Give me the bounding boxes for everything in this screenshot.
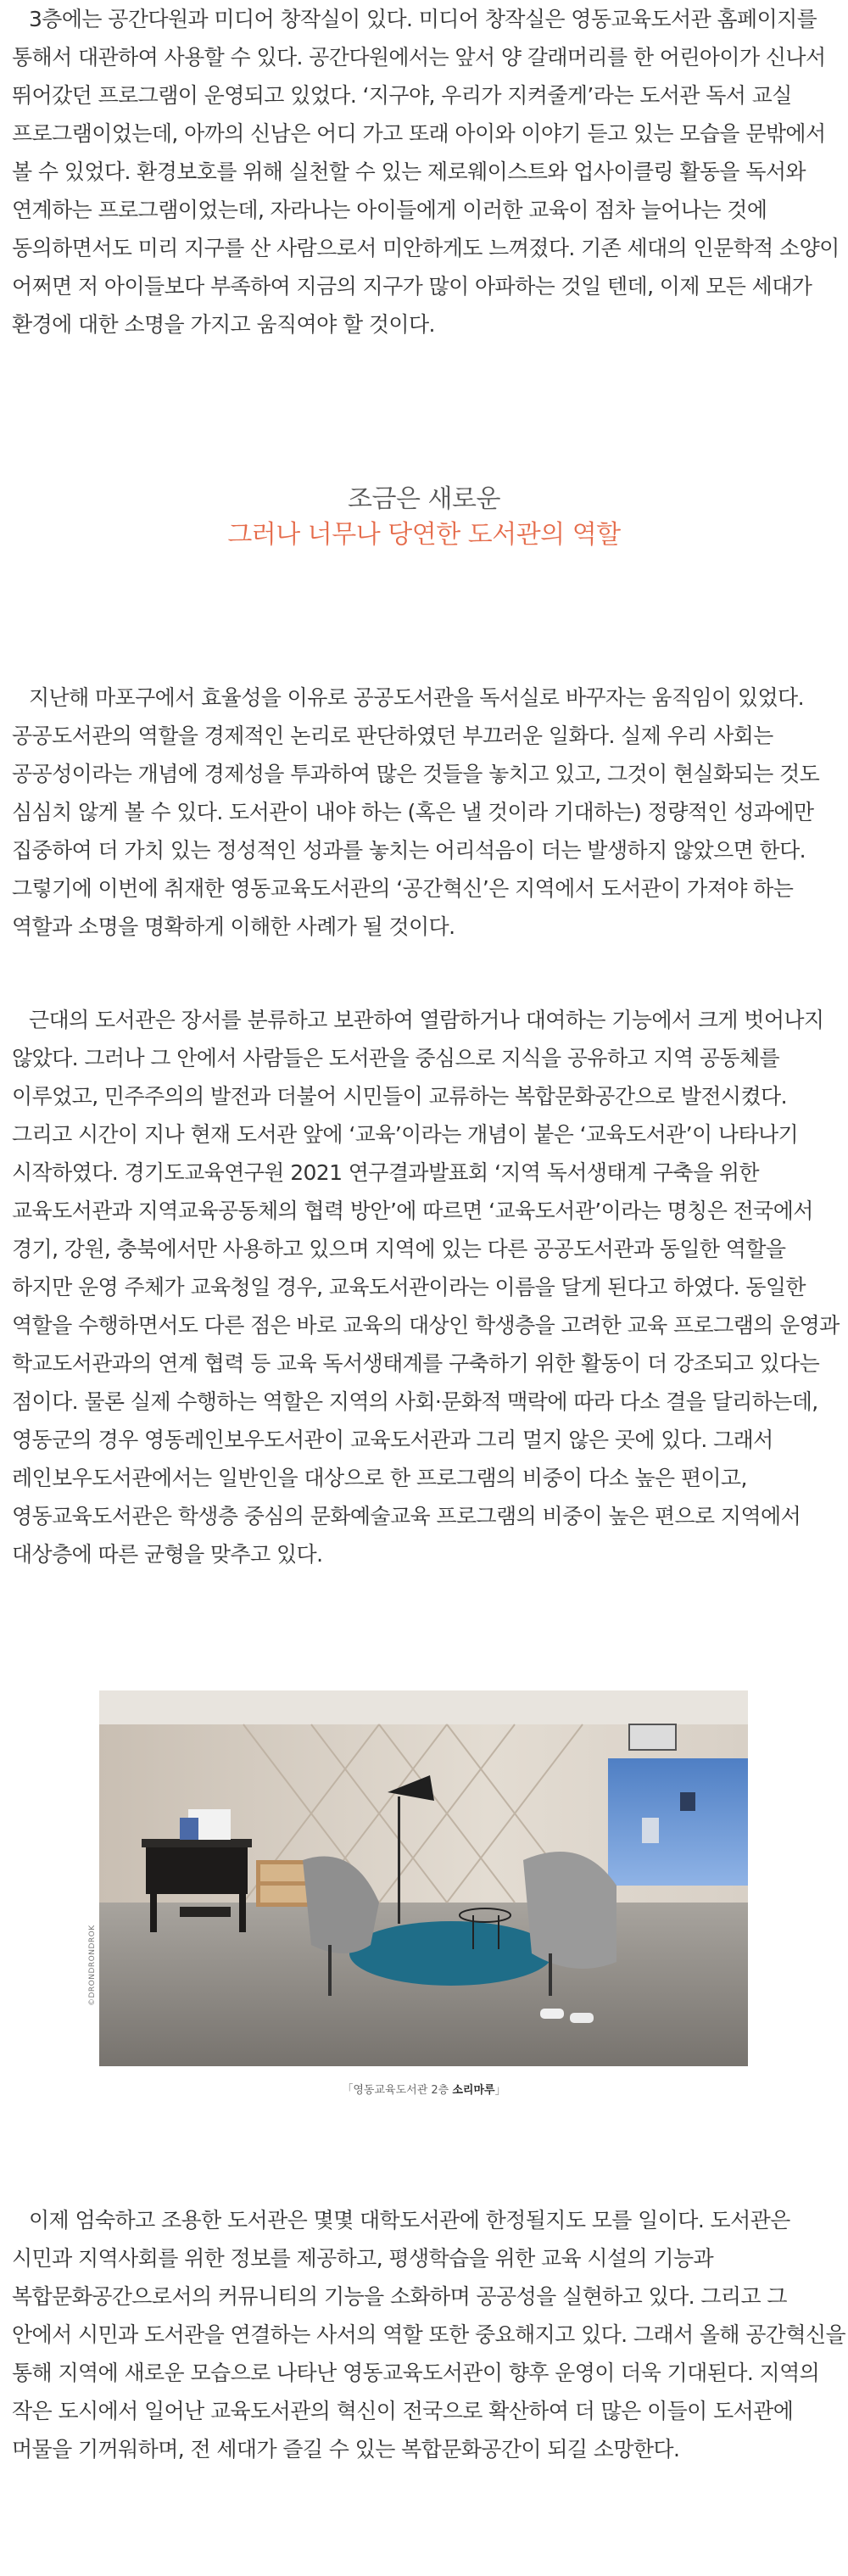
- body-paragraph-3: 근대의 도서관은 장서를 분류하고 보관하여 열람하거나 대여하는 기능에서 크게 벗어나지 않았다. 그러나 그 안에서 사람들은 도서관을 중심으로 지식을 공유하고 지역 공동체를 이루었고, 민주주의의 발전과 더불어 시민들이 교류하는 복합문화공간으로 발전시켰다. 그리고 시간이 지나 현재 도서관 앞에 ‘교육’이라는 개념이 붙은 ‘교육도서관’이 나타나기 시작하였다. 경기도교육연구원 2021 연구결과발표회 ‘지역 독서생태계 구축을 위한 교육도서관과 지역교육공동체의 협력 방안’에 따르면 ‘교육도서관’이라는 명칭은 전국에서 경기, 강원, 충북에서만 사용하고 있으며 지역에 있는 다른 공공도서관과 동일한 역할을 하지만 운영 주체가 교육청일 경우, 교육도서관이라는 이름을 달게 된다고 하였다. 동일한 역할을 수행하면서도 다른 점은 바로 교육의 대상인 학생층을 고려한 교육 프로그램의 운영과 학교도서관과의 연계 협력 등 교육 독서생태계를 구축하기 위한 활동이 더 강조되고 있다는 점이다. 물론 실제 수행하는 역할은 지역의 사회·문화적 맥락에 따라 다소 결을 달리하는데, 영동군의 경우 영동레인보우도서관이 교육도서관과 그리 멀지 않은 곳에 있다. 그래서 레인보우도서관에서는 일반인을 대상으로 한 프로그램의 비중이 다소 높은 편이고, 영동교육도서관은 학생층 중심의 문화예술교육 프로그램의 비중이 높은 편으로 지역에서 대상층에 따른 균형을 맞추고 있다.: [12, 1008, 840, 1567]
- body-paragraph-4: 이제 엄숙하고 조용한 도서관은 몇몇 대학도서관에 한정될지도 모를 일이다. 도서관은 시민과 지역사회를 위한 정보를 제공하고, 평생학습을 위한 교육 시설의 기능과 복합문화공간으로서의 커뮤니티의 기능을 소화하며 공공성을 실현하고 있다. 그리고 그 안에서 시민과 도서관을 연결하는 사서의 역할 또한 중요해지고 있다. 그래서 올해 공간혁신을 통해 지역에 새로운 모습으로 나타난 영동교육도서관이 향후 운영이 더욱 기대된다. 지역의 작은 도시에서 일어난 교육도서관의 혁신이 전국으로 확산하여 더 많은 이들이 도서관에 머물을 기꺼워하며, 전 세대가 즐길 수 있는 복합문화공간이 되길 소망한다.: [12, 2208, 846, 2461]
- caption-suffix: 」: [494, 2084, 506, 2097]
- library-room-photo: [99, 1690, 748, 2066]
- section-heading-sub: 조금은 새로운: [348, 484, 500, 514]
- caption-prefix: 「영동교육도서관 2층: [342, 2084, 453, 2097]
- caption-bold: 소리마루: [452, 2084, 495, 2097]
- body-paragraph-2: 지난해 마포구에서 효율성을 이유로 공공도서관을 독서실로 바꾸자는 움직임이 있었다. 공공도서관의 역할을 경제적인 논리로 판단하였던 부끄러운 일화다. 실제 우리 사회는 공공성이라는 개념에 경제성을 투과하여 많은 것들을 놓치고 있고, 그것이 현실화되는 것도 심심치 않게 볼 수 있다. 도서관이 내야 하는 (혹은 낼 것이라 기대하는) 정량적인 성과에만 집중하여 더 가치 있는 정성적인 성과를 놓치는 어리석음이 더는 발생하지 않았으면 한다. 그렇기에 이번에 취재한 영동교육도서관의 ‘공간혁신’은 지역에서 도서관이 가져야 하는 역할과 소명을 명확하게 이해한 사례가 될 것이다.: [12, 685, 820, 939]
- section-heading-main: 그러나 너무나 당연한 도서관의 역할: [227, 520, 621, 550]
- body-paragraph-1: 3층에는 공간다원과 미디어 창작실이 있다. 미디어 창작실은 영동교육도서관 홈페이지를 통해서 대관하여 사용할 수 있다. 공간다원에서는 앞서 양 갈래머리를 한 어린아이가 신나서 뛰어갔던 프로그램이 운영되고 있었다. ‘지구야, 우리가 지켜줄게’라는 도서관 독서 교실 프로그램이었는데, 아까의 신남은 어디 가고 또래 아이와 이야기 듣고 있는 모습을 문밖에서 볼 수 있었다. 환경보호를 위해 실천할 수 있는 제로웨이스트와 업사이클링 활동을 독서와 연계하는 프로그램이었는데, 자라나는 아이들에게 이러한 교육이 점차 늘어나는 것에 동의하면서도 미리 지구를 산 사람으로서 미안하게도 느껴졌다. 기존 세대의 인문학적 소양이 어쩌면 저 아이들보다 부족하여 지금의 지구가 많이 아파하는 것일 텐데, 이제 모든 세대가 환경에 대한 소명을 가지고 움직여야 할 것이다.: [12, 7, 840, 337]
- photo-caption: [0, 2081, 848, 2097]
- section-heading: [0, 482, 848, 553]
- photo-credit: ©DRONDRONDROK: [88, 1925, 97, 2006]
